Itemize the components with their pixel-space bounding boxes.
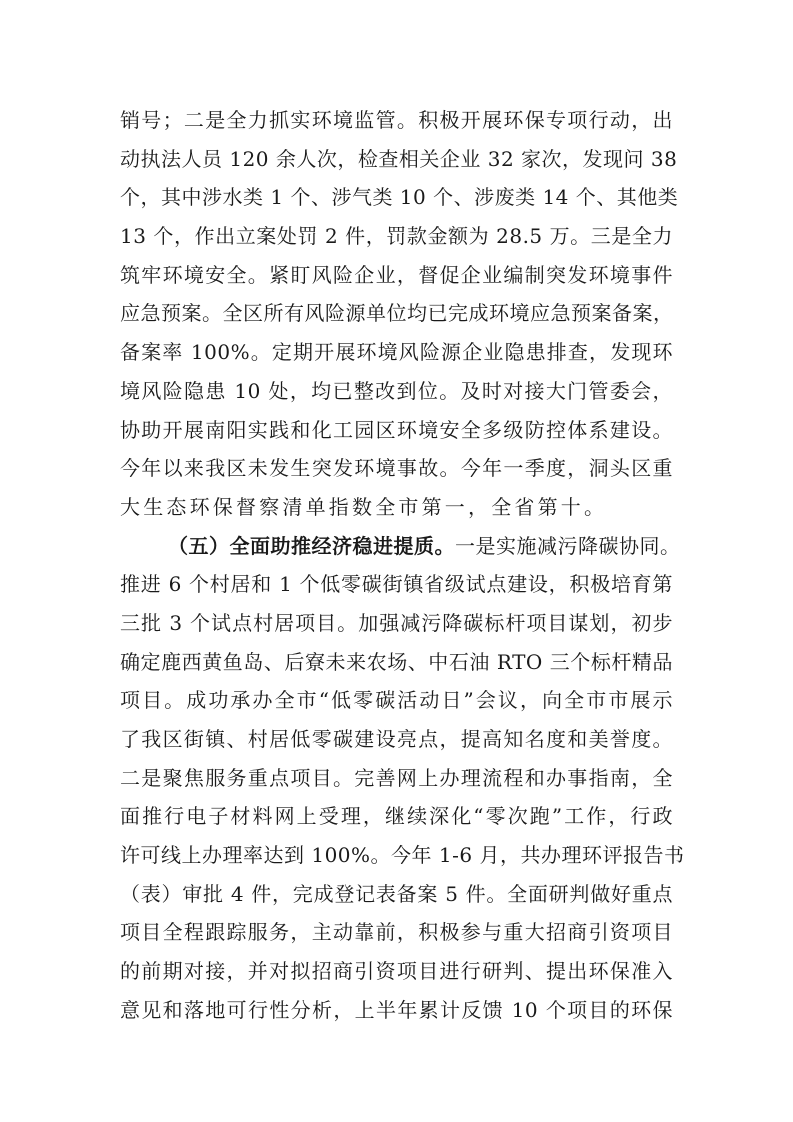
text-line: 销号；二是全力抓实环境监管。积极开展环保专项行动，出 bbox=[120, 108, 673, 132]
text-line: 今年以来我区未发生突发环境事故。今年一季度，洞头区重 bbox=[120, 456, 673, 481]
text-line: 了我区街镇、村居低零碳建设亮点，提高知名度和美誉度。 bbox=[120, 727, 673, 751]
paragraph-environmental-supervision bbox=[120, 101, 679, 527]
text-line: 推进 6 个村居和 1 个低零碳街镇省级试点建设，积极培育第 bbox=[120, 572, 673, 597]
section-heading-line bbox=[120, 527, 681, 566]
text-line: 意见和落地可行性分析，上半年累计反馈 10 个项目的环保 bbox=[120, 997, 673, 1022]
text-line: 确定鹿西黄鱼岛、后寮未来农场、中石油 RTO 三个标杆精品 bbox=[120, 649, 673, 674]
section-heading: （五）全面助推经济稳进提质。 bbox=[168, 533, 455, 558]
text-line: 13 个，作出立案处罚 2 件，罚款金额为 28.5 万。三是全力 bbox=[120, 224, 673, 249]
text-line: 大生态环保督察清单指数全市第一，全省第十。 bbox=[120, 494, 608, 519]
text-line: 个，其中涉水类 1 个、涉气类 10 个、涉废类 14 个、其他类 bbox=[120, 185, 679, 210]
document-page bbox=[120, 101, 685, 1030]
heading-line-text: 一是实施减污降碳协同。 bbox=[455, 533, 681, 558]
text-line: 项目全程跟踪服务，主动靠前，积极参与重大招商引资项目 bbox=[120, 920, 673, 945]
text-line: 备案率 100%。定期开展环境风险源企业隐患排查，发现环 bbox=[120, 340, 673, 365]
text-line: 的前期对接，并对拟招商引资项目进行研判、提出环保准入 bbox=[120, 959, 673, 984]
text-line: 协助开展南阳实践和化工园区环境安全多级防控体系建设。 bbox=[120, 417, 673, 442]
paragraph-economic-development bbox=[120, 527, 685, 1030]
text-line: 面推行电子材料网上受理，继续深化“零次跑”工作，行政 bbox=[120, 804, 673, 829]
text-line: 筑牢环境安全。紧盯风险企业，督促企业编制突发环境事件 bbox=[120, 262, 673, 287]
text-line: 项目。成功承办全市“低零碳活动日”会议，向全市市展示 bbox=[120, 688, 673, 713]
text-line: 应急预案。全区所有风险源单位均已完成环境应急预案备案， bbox=[120, 301, 674, 326]
text-line: 动执法人员 120 余人次，检查相关企业 32 家次，发现问 38 bbox=[120, 146, 678, 171]
text-line: 三批 3 个试点村居项目。加强减污降碳标杆项目谋划，初步 bbox=[120, 610, 673, 635]
text-line: 许可线上办理率达到 100%。今年 1-6 月，共办理环评报告书 bbox=[120, 843, 685, 868]
text-line: （表）审批 4 件，完成登记表备案 5 件。全面研判做好重点 bbox=[120, 881, 673, 906]
text-line: 境风险隐患 10 处，均已整改到位。及时对接大门管委会， bbox=[120, 378, 673, 403]
text-line: 二是聚焦服务重点项目。完善网上办理流程和办事指南，全 bbox=[120, 765, 673, 790]
